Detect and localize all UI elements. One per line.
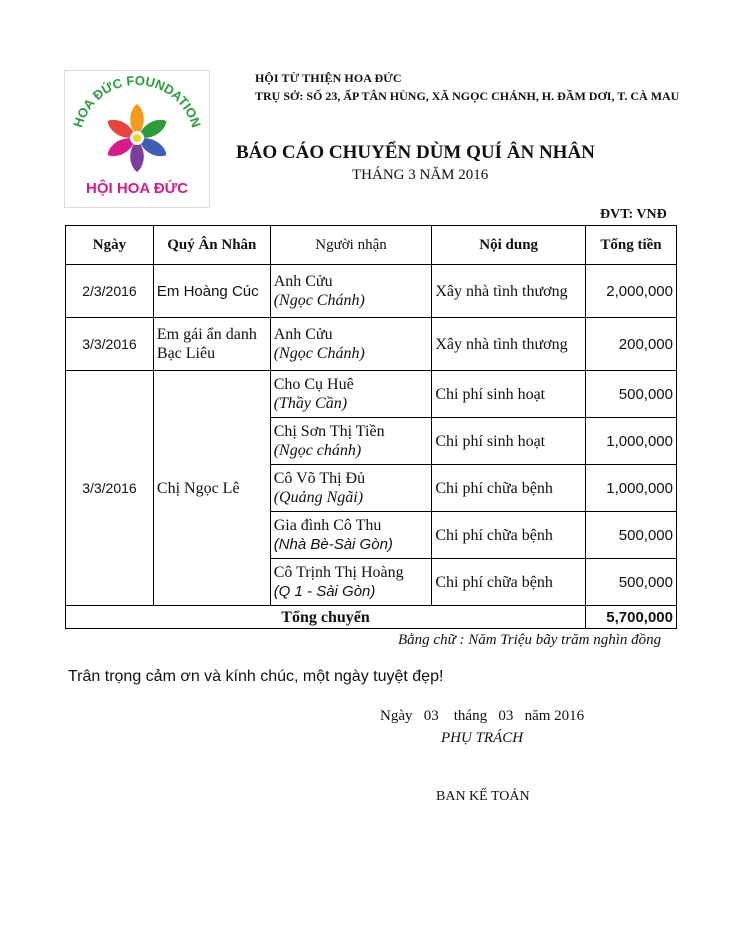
cell-amount: 200,000 bbox=[586, 318, 677, 371]
table-row bbox=[66, 318, 677, 371]
cell-recipient bbox=[270, 418, 432, 465]
cell-content: Chi phí chữa bệnh bbox=[432, 559, 586, 606]
signature-department: BAN KẾ TOÁN bbox=[436, 789, 530, 804]
org-address: TRỤ SỞ: SỐ 23, ẤP TÂN HÙNG, XÃ NGỌC CHÁNH, H. ĐẦM DƠI, T. CÀ MAU bbox=[255, 89, 680, 103]
cell-amount: 500,000 bbox=[586, 512, 677, 559]
report-table bbox=[65, 225, 677, 629]
recipient-name: Anh Cửu bbox=[273, 326, 333, 343]
thanks-note: Trân trọng cảm ơn và kính chúc, một ngày tuyệt đẹp! bbox=[68, 668, 444, 685]
total-row bbox=[66, 606, 677, 629]
recipient-name: Chị Sơn Thị Tiền bbox=[273, 423, 385, 440]
cell-donor: Chị Ngọc Lê bbox=[153, 371, 270, 606]
table-row bbox=[66, 371, 677, 418]
header-donor: Quý Ân Nhân bbox=[153, 226, 270, 265]
recipient-name: Anh Cửu bbox=[273, 273, 333, 290]
cell-recipient bbox=[270, 559, 432, 606]
cell-donor: Em gái ẩn danh Bạc Liêu bbox=[153, 318, 270, 371]
recipient-place: (Nhà Bè-Sài Gòn) bbox=[273, 536, 393, 553]
report-subtitle: THÁNG 3 NĂM 2016 bbox=[352, 167, 489, 183]
logo-bottom-text: HỘI HOA ĐỨC bbox=[86, 180, 188, 197]
total-label: Tổng chuyển bbox=[66, 606, 586, 629]
cell-amount: 1,000,000 bbox=[586, 465, 677, 512]
recipient-name: Cho Cụ Huê bbox=[273, 376, 354, 393]
cell-recipient bbox=[270, 512, 432, 559]
logo-arc-text: HOA ĐỨC FOUNDATION bbox=[70, 72, 204, 130]
table-header-row bbox=[66, 226, 677, 265]
currency-unit: ĐVT: VNĐ bbox=[600, 207, 667, 222]
cell-amount: 500,000 bbox=[586, 559, 677, 606]
table-row bbox=[66, 265, 677, 318]
cell-recipient bbox=[270, 265, 432, 318]
cell-content: Chi phí chữa bệnh bbox=[432, 465, 586, 512]
recipient-place: (Thầy Cần) bbox=[273, 395, 348, 412]
recipient-place: (Q 1 - Sài Gòn) bbox=[273, 583, 376, 600]
cell-recipient bbox=[270, 465, 432, 512]
header-content: Nội dung bbox=[432, 226, 586, 265]
recipient-name: Gia đình Cô Thu bbox=[273, 517, 382, 534]
cell-content: Chi phí sinh hoạt bbox=[432, 371, 586, 418]
cell-recipient bbox=[270, 371, 432, 418]
cell-date: 3/3/2016 bbox=[66, 318, 154, 371]
cell-recipient bbox=[270, 318, 432, 371]
header-date: Ngày bbox=[66, 226, 154, 265]
header-recipient: Người nhận bbox=[270, 226, 432, 265]
cell-content: Xây nhà tình thương bbox=[432, 265, 586, 318]
amount-in-words: Bằng chữ : Năm Triệu bãy trăm nghìn đồng bbox=[398, 632, 662, 648]
cell-content: Xây nhà tình thương bbox=[432, 318, 586, 371]
report-title: BÁO CÁO CHUYỂN DÙM QUÍ ÂN NHÂN bbox=[236, 142, 595, 163]
recipient-place: (Ngọc Chánh) bbox=[273, 292, 365, 309]
header-amount: Tổng tiền bbox=[586, 226, 677, 265]
cell-content: Chi phí sinh hoạt bbox=[432, 418, 586, 465]
cell-date: 3/3/2016 bbox=[66, 371, 154, 606]
cell-amount: 2,000,000 bbox=[586, 265, 677, 318]
foundation-logo bbox=[64, 70, 210, 208]
recipient-name: Cô Trịnh Thị Hoàng bbox=[273, 564, 404, 581]
recipient-place: (Ngọc Chánh) bbox=[273, 345, 365, 362]
signature-date: Ngày 03 tháng 03 năm 2016 bbox=[380, 708, 585, 724]
cell-amount: 500,000 bbox=[586, 371, 677, 418]
recipient-place: (Quảng Ngãi) bbox=[273, 489, 364, 506]
cell-amount: 1,000,000 bbox=[586, 418, 677, 465]
org-name: HỘI TỪ THIỆN HOA ĐỨC bbox=[255, 71, 402, 85]
recipient-place: (Ngọc chánh) bbox=[273, 442, 362, 459]
cell-content: Chi phí chữa bệnh bbox=[432, 512, 586, 559]
signature-role: PHỤ TRÁCH bbox=[441, 730, 524, 746]
total-amount: 5,700,000 bbox=[586, 606, 677, 629]
cell-donor: Em Hoàng Cúc bbox=[153, 265, 270, 318]
cell-date: 2/3/2016 bbox=[66, 265, 154, 318]
recipient-name: Cô Võ Thị Đủ bbox=[273, 470, 366, 487]
